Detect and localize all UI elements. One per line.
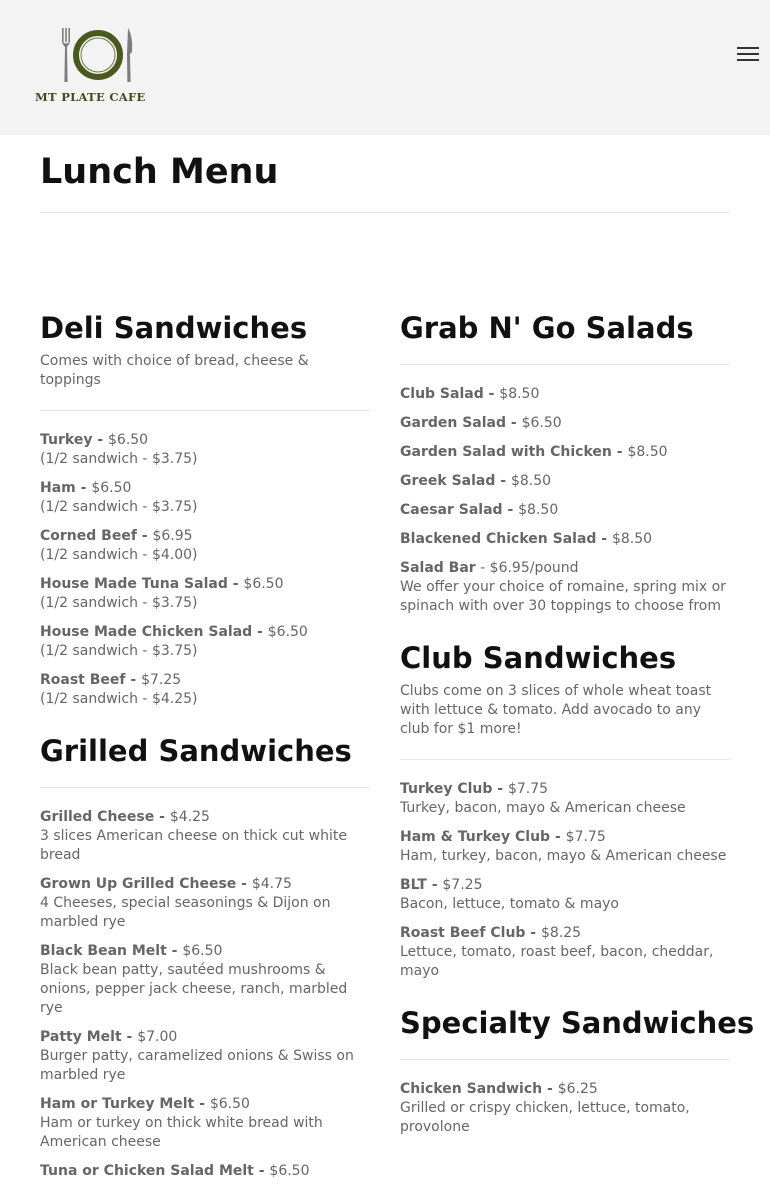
menu-item-description: (1/2 sandwich - $4.00) [40, 547, 198, 563]
section-divider [40, 787, 370, 788]
menu-item-name: Roast Beef - [40, 672, 142, 688]
menu-item [400, 876, 730, 914]
menu-item-name: Patty Melt - [40, 1029, 138, 1045]
menu-item-name: Club Salad - [400, 386, 500, 402]
menu-item-name: Roast Beef Club - [400, 925, 541, 941]
menu-item-price: $6.50 [182, 943, 223, 959]
menu-item-price: $6.95 [152, 528, 193, 544]
menu-item-price: $8.50 [627, 444, 668, 460]
menu-item-description: Ham or turkey on thick white bread with American cheese [40, 1115, 323, 1150]
grab-n-go-salads-section [400, 308, 730, 616]
menu-item-name: Grilled Cheese - [40, 809, 170, 825]
menu-item-price: $7.75 [507, 781, 549, 797]
menu-item-price: $6.50 [243, 576, 284, 592]
section-divider [40, 410, 370, 411]
menu-item-price: $6.50 [267, 624, 308, 640]
menu-item [40, 808, 370, 865]
menu-item-name: Ham or Turkey Melt - [40, 1096, 210, 1112]
menu-item-name: Turkey Club - [400, 781, 508, 797]
menu-item [40, 527, 370, 565]
menu-item-price: $7.00 [137, 1029, 178, 1045]
logo[interactable] [35, 28, 163, 106]
section-title: Grab N' Go Salads [400, 311, 694, 345]
section-title: Grilled Sandwiches [40, 734, 352, 768]
menu-item-description: (1/2 sandwich - $3.75) [40, 643, 198, 659]
menu-item-price: $6.50 [91, 480, 132, 496]
menu-item-name: Caesar Salad - [400, 502, 519, 518]
menu-item-name: House Made Tuna Salad - [40, 576, 244, 592]
menu-item-price: $6.25 [557, 1081, 598, 1097]
menu-item [40, 671, 370, 709]
menu-item [400, 1080, 730, 1137]
menu-item-price: $6.50 [521, 415, 562, 431]
section-divider [400, 364, 730, 365]
menu-item-name: Chicken Sandwich - [400, 1081, 558, 1097]
menu-item [400, 559, 730, 616]
menu-item-name: Salad Bar [400, 560, 476, 576]
left-column [40, 308, 370, 1203]
menu-item-description: Ham, turkey, bacon, mayo & American cheese [400, 848, 727, 864]
menu-item-description: (1/2 sandwich - $3.75) [40, 499, 198, 515]
menu-item-description: Grilled or crispy chicken, lettuce, tomato, provolone [400, 1100, 690, 1135]
menu-item-description: (1/2 sandwich - $3.75) [40, 451, 198, 467]
menu-item [400, 472, 730, 491]
menu-item [400, 501, 730, 520]
menu-item [40, 875, 370, 932]
menu-item [40, 1028, 370, 1085]
menu-item [40, 942, 370, 1018]
menu-item-description: (1/2 sandwich - $3.75) [40, 595, 198, 611]
menu-item [40, 1095, 370, 1152]
menu-item-price: $8.25 [541, 925, 582, 941]
menu-item-name: Blackened Chicken Salad - [400, 531, 612, 547]
page-title: Lunch Menu [40, 152, 279, 192]
menu-item-price: $8.50 [499, 386, 540, 402]
menu-item-price: $4.75 [251, 876, 292, 892]
menu-item-name: Corned Beef - [40, 528, 153, 544]
menu-item-name: Garden Salad with Chicken - [400, 444, 628, 460]
menu-item-description: Turkey, bacon, mayo & American cheese [400, 800, 686, 816]
menu-item-price: $6.50 [269, 1163, 310, 1179]
menu-item [400, 828, 730, 866]
section-divider [400, 1059, 730, 1060]
menu-item [40, 623, 370, 661]
section-description: Clubs come on 3 slices of whole wheat toast with lettuce & tomato. Add avocado to any club for $1 more! [400, 683, 712, 737]
menu-item-price: $6.50 [209, 1096, 250, 1112]
menu-item-price: $8.50 [510, 473, 552, 489]
menu-item-description: Black bean patty, sautéed mushrooms & onions, pepper jack cheese, ranch, marbled rye [40, 962, 348, 1016]
menu-item [400, 385, 730, 404]
menu-item-description: 4 Cheeses, special seasonings & Dijon on marbled rye [40, 895, 331, 930]
menu-item [40, 479, 370, 517]
menu-item-name: Garden Salad - [400, 415, 522, 431]
menu-item [400, 414, 730, 433]
menu-item-name: BLT - [400, 877, 443, 893]
menu-item [40, 1162, 370, 1181]
club-sandwiches-section [400, 638, 730, 981]
menu-item-name: Greek Salad - [400, 473, 511, 489]
section-description: Comes with choice of bread, cheese & toppings [40, 353, 309, 388]
plate-cutlery-icon [60, 28, 140, 86]
menu-item-price: $8.50 [518, 502, 559, 518]
section-divider [400, 759, 730, 760]
section-title: Club Sandwiches [400, 641, 677, 675]
specialty-sandwiches-section [400, 1003, 755, 1137]
menu-item-description: Bacon, lettuce, tomato & mayo [400, 896, 619, 912]
menu-item-price: $7.25 [141, 672, 182, 688]
logo-text: MT PLATE CAFE [35, 90, 146, 104]
menu-item-price: $7.25 [442, 877, 483, 893]
section-title: Specialty Sandwiches [400, 1006, 755, 1040]
menu-item-name: House Made Chicken Salad - [40, 624, 268, 640]
menu-item-price: $6.50 [108, 432, 149, 448]
menu-item-name: Turkey - [40, 432, 108, 448]
menu-item-price: $8.50 [611, 531, 653, 547]
menu-item-price: $7.75 [565, 829, 606, 845]
menu-item-description: We offer your choice of romaine, spring mix or spinach with over 30 toppings to choose from [400, 579, 726, 614]
right-column [400, 308, 755, 1159]
menu-item [400, 780, 730, 818]
menu-item-name: Ham - [40, 480, 92, 496]
menu-item-description: Burger patty, caramelized onions & Swiss on marbled rye [40, 1048, 354, 1083]
menu-item [40, 575, 370, 613]
menu-item [400, 924, 730, 981]
title-divider [40, 212, 730, 213]
menu-item [40, 431, 370, 469]
menu-item [400, 443, 730, 462]
deli-sandwiches-section [40, 308, 370, 709]
menu-item-description: Lettuce, tomato, roast beef, bacon, cheddar, mayo [400, 944, 714, 979]
menu-item-name: Tuna or Chicken Salad Melt - [40, 1163, 270, 1179]
grilled-sandwiches-section [40, 731, 370, 1181]
menu-item-price: - $6.95/pound [475, 560, 579, 576]
menu-item-description: 3 slices American cheese on thick cut white bread [40, 828, 347, 863]
menu-item [400, 530, 730, 549]
menu-item-name: Ham & Turkey Club - [400, 829, 566, 845]
section-title: Deli Sandwiches [40, 311, 308, 345]
site-header [0, 0, 770, 135]
menu-item-price: $4.25 [169, 809, 210, 825]
menu-item-description: (1/2 sandwich - $4.25) [40, 691, 198, 707]
menu-item-name: Black Bean Melt - [40, 943, 183, 959]
hamburger-menu-icon[interactable] [737, 47, 759, 63]
menu-item-name: Grown Up Grilled Cheese - [40, 876, 252, 892]
